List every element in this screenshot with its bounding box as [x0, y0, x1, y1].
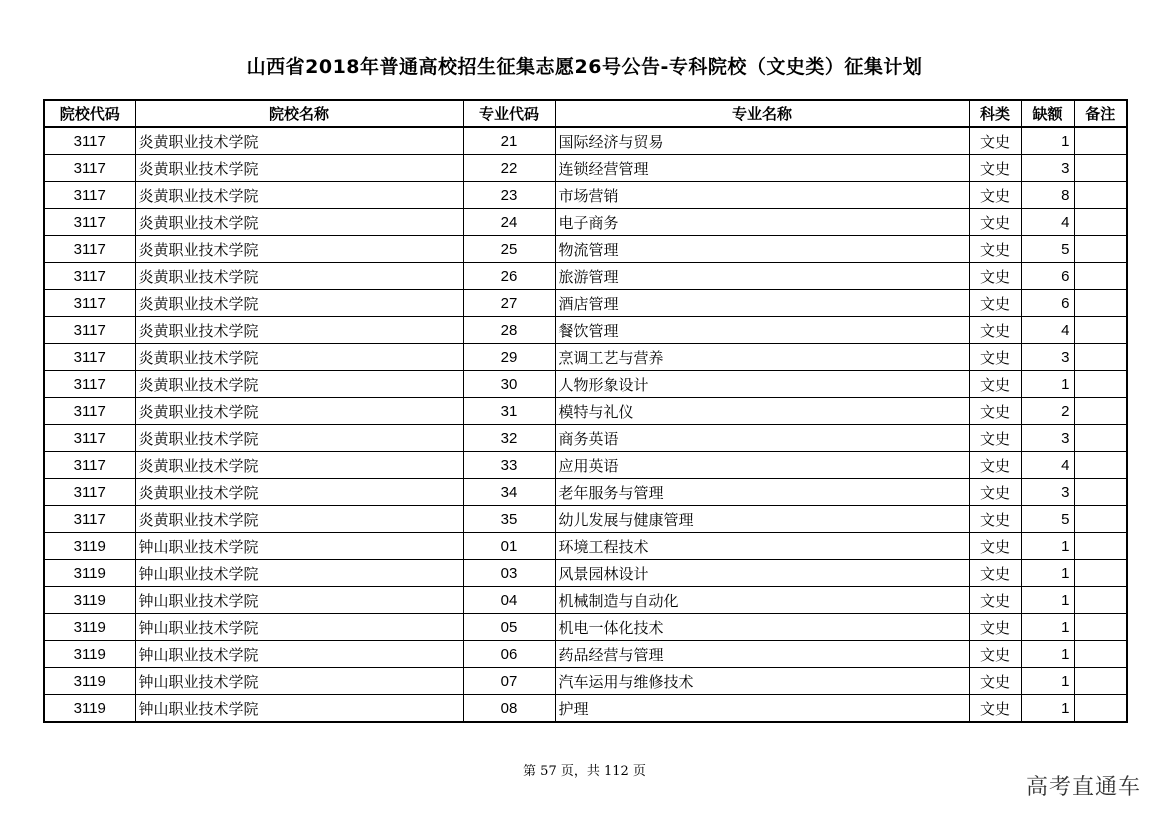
cell-major-code: 34: [463, 479, 555, 506]
cell-vacancy: 3: [1021, 155, 1074, 182]
cell-school-name: 钟山职业技术学院: [135, 668, 463, 695]
header-category: 科类: [969, 100, 1021, 127]
cell-school-code: 3117: [44, 209, 135, 236]
cell-school-code: 3119: [44, 641, 135, 668]
cell-school-name: 炎黄职业技术学院: [135, 371, 463, 398]
cell-note: [1074, 614, 1127, 641]
cell-vacancy: 5: [1021, 236, 1074, 263]
cell-category: 文史: [969, 641, 1021, 668]
cell-major-name: 老年服务与管理: [555, 479, 969, 506]
cell-major-code: 27: [463, 290, 555, 317]
header-major-name: 专业名称: [555, 100, 969, 127]
cell-category: 文史: [969, 479, 1021, 506]
cell-category: 文史: [969, 209, 1021, 236]
cell-school-code: 3117: [44, 506, 135, 533]
cell-school-code: 3117: [44, 371, 135, 398]
cell-vacancy: 1: [1021, 127, 1074, 155]
cell-note: [1074, 398, 1127, 425]
cell-school-name: 钟山职业技术学院: [135, 695, 463, 723]
cell-major-code: 07: [463, 668, 555, 695]
cell-vacancy: 2: [1021, 398, 1074, 425]
enrollment-plan-table: [43, 99, 1128, 723]
cell-major-code: 03: [463, 560, 555, 587]
table-row: [44, 560, 1127, 587]
table-row: [44, 290, 1127, 317]
cell-vacancy: 3: [1021, 425, 1074, 452]
header-vacancy: 缺额: [1021, 100, 1074, 127]
cell-vacancy: 3: [1021, 479, 1074, 506]
cell-major-name: 幼儿发展与健康管理: [555, 506, 969, 533]
cell-vacancy: 1: [1021, 587, 1074, 614]
cell-vacancy: 4: [1021, 452, 1074, 479]
cell-major-code: 25: [463, 236, 555, 263]
page-number: 第 57 页，共 112 页: [523, 764, 646, 779]
cell-major-code: 04: [463, 587, 555, 614]
cell-school-code: 3119: [44, 587, 135, 614]
cell-category: 文史: [969, 155, 1021, 182]
cell-school-name: 炎黄职业技术学院: [135, 209, 463, 236]
cell-school-code: 3117: [44, 182, 135, 209]
cell-major-name: 药品经营与管理: [555, 641, 969, 668]
cell-school-name: 炎黄职业技术学院: [135, 398, 463, 425]
cell-category: 文史: [969, 560, 1021, 587]
cell-note: [1074, 587, 1127, 614]
cell-major-name: 市场营销: [555, 182, 969, 209]
cell-school-name: 炎黄职业技术学院: [135, 344, 463, 371]
header-major-code: 专业代码: [463, 100, 555, 127]
page-title: 山西省2018年普通高校招生征集志愿26号公告-专科院校（文史类）征集计划: [246, 56, 923, 78]
cell-vacancy: 1: [1021, 533, 1074, 560]
table-row: [44, 533, 1127, 560]
cell-vacancy: 1: [1021, 695, 1074, 723]
cell-note: [1074, 344, 1127, 371]
cell-major-name: 模特与礼仪: [555, 398, 969, 425]
cell-vacancy: 1: [1021, 614, 1074, 641]
cell-major-code: 21: [463, 127, 555, 155]
cell-vacancy: 6: [1021, 263, 1074, 290]
cell-note: [1074, 155, 1127, 182]
cell-major-code: 32: [463, 425, 555, 452]
cell-category: 文史: [969, 587, 1021, 614]
cell-school-name: 炎黄职业技术学院: [135, 506, 463, 533]
cell-category: 文史: [969, 425, 1021, 452]
cell-school-name: 炎黄职业技术学院: [135, 317, 463, 344]
table-row: [44, 236, 1127, 263]
cell-major-name: 机电一体化技术: [555, 614, 969, 641]
cell-category: 文史: [969, 236, 1021, 263]
cell-major-code: 05: [463, 614, 555, 641]
table-row: [44, 263, 1127, 290]
cell-note: [1074, 506, 1127, 533]
cell-major-code: 26: [463, 263, 555, 290]
cell-major-code: 01: [463, 533, 555, 560]
cell-school-name: 炎黄职业技术学院: [135, 263, 463, 290]
cell-school-name: 炎黄职业技术学院: [135, 290, 463, 317]
table-row: [44, 587, 1127, 614]
cell-note: [1074, 560, 1127, 587]
cell-note: [1074, 236, 1127, 263]
header-school-code: 院校代码: [44, 100, 135, 127]
cell-vacancy: 1: [1021, 560, 1074, 587]
table-row: [44, 398, 1127, 425]
watermark-logo: 高考直通车: [1025, 775, 1141, 800]
cell-major-code: 28: [463, 317, 555, 344]
cell-school-code: 3117: [44, 398, 135, 425]
cell-school-name: 钟山职业技术学院: [135, 614, 463, 641]
cell-major-code: 06: [463, 641, 555, 668]
table-row: [44, 641, 1127, 668]
table-row: [44, 506, 1127, 533]
cell-category: 文史: [969, 398, 1021, 425]
cell-category: 文史: [969, 317, 1021, 344]
table-row: [44, 452, 1127, 479]
cell-note: [1074, 668, 1127, 695]
table-row: [44, 209, 1127, 236]
cell-note: [1074, 127, 1127, 155]
cell-category: 文史: [969, 695, 1021, 723]
cell-school-name: 炎黄职业技术学院: [135, 182, 463, 209]
cell-category: 文史: [969, 371, 1021, 398]
cell-school-code: 3117: [44, 452, 135, 479]
cell-school-code: 3117: [44, 344, 135, 371]
table-row: [44, 425, 1127, 452]
cell-note: [1074, 263, 1127, 290]
cell-school-name: 钟山职业技术学院: [135, 560, 463, 587]
cell-major-name: 连锁经营管理: [555, 155, 969, 182]
cell-note: [1074, 371, 1127, 398]
cell-school-code: 3119: [44, 533, 135, 560]
cell-school-name: 钟山职业技术学院: [135, 641, 463, 668]
table-row: [44, 155, 1127, 182]
cell-note: [1074, 479, 1127, 506]
cell-school-code: 3117: [44, 236, 135, 263]
cell-category: 文史: [969, 182, 1021, 209]
cell-school-name: 炎黄职业技术学院: [135, 236, 463, 263]
cell-category: 文史: [969, 290, 1021, 317]
cell-school-name: 钟山职业技术学院: [135, 587, 463, 614]
cell-major-code: 08: [463, 695, 555, 723]
cell-school-code: 3117: [44, 263, 135, 290]
cell-school-code: 3117: [44, 479, 135, 506]
cell-school-name: 钟山职业技术学院: [135, 533, 463, 560]
cell-major-code: 35: [463, 506, 555, 533]
cell-school-code: 3117: [44, 317, 135, 344]
table-row: [44, 344, 1127, 371]
table-row: [44, 182, 1127, 209]
cell-major-name: 餐饮管理: [555, 317, 969, 344]
cell-note: [1074, 533, 1127, 560]
cell-major-name: 护理: [555, 695, 969, 723]
table-row: [44, 317, 1127, 344]
cell-major-name: 风景园林设计: [555, 560, 969, 587]
cell-school-name: 炎黄职业技术学院: [135, 479, 463, 506]
cell-major-code: 22: [463, 155, 555, 182]
cell-school-name: 炎黄职业技术学院: [135, 155, 463, 182]
cell-vacancy: 6: [1021, 290, 1074, 317]
cell-vacancy: 5: [1021, 506, 1074, 533]
cell-note: [1074, 452, 1127, 479]
cell-school-name: 炎黄职业技术学院: [135, 127, 463, 155]
cell-category: 文史: [969, 614, 1021, 641]
cell-major-name: 机械制造与自动化: [555, 587, 969, 614]
cell-category: 文史: [969, 668, 1021, 695]
cell-school-code: 3117: [44, 155, 135, 182]
cell-note: [1074, 290, 1127, 317]
cell-note: [1074, 317, 1127, 344]
cell-major-name: 商务英语: [555, 425, 969, 452]
cell-school-code: 3119: [44, 560, 135, 587]
cell-major-code: 29: [463, 344, 555, 371]
cell-major-name: 旅游管理: [555, 263, 969, 290]
cell-school-code: 3117: [44, 290, 135, 317]
cell-major-name: 国际经济与贸易: [555, 127, 969, 155]
cell-major-name: 酒店管理: [555, 290, 969, 317]
cell-vacancy: 4: [1021, 209, 1074, 236]
header-note: 备注: [1074, 100, 1127, 127]
cell-major-code: 33: [463, 452, 555, 479]
cell-major-code: 24: [463, 209, 555, 236]
cell-major-code: 30: [463, 371, 555, 398]
cell-vacancy: 4: [1021, 317, 1074, 344]
cell-note: [1074, 695, 1127, 723]
cell-major-name: 汽车运用与维修技术: [555, 668, 969, 695]
cell-school-code: 3119: [44, 614, 135, 641]
cell-major-name: 人物形象设计: [555, 371, 969, 398]
cell-vacancy: 1: [1021, 371, 1074, 398]
cell-major-name: 环境工程技术: [555, 533, 969, 560]
cell-category: 文史: [969, 263, 1021, 290]
cell-note: [1074, 209, 1127, 236]
table-row: [44, 479, 1127, 506]
table-row: [44, 668, 1127, 695]
cell-note: [1074, 425, 1127, 452]
cell-major-name: 应用英语: [555, 452, 969, 479]
cell-vacancy: 1: [1021, 668, 1074, 695]
cell-major-name: 物流管理: [555, 236, 969, 263]
cell-vacancy: 3: [1021, 344, 1074, 371]
cell-note: [1074, 641, 1127, 668]
cell-category: 文史: [969, 452, 1021, 479]
table-row: [44, 614, 1127, 641]
cell-category: 文史: [969, 344, 1021, 371]
cell-major-code: 31: [463, 398, 555, 425]
table-row: [44, 371, 1127, 398]
cell-school-code: 3119: [44, 668, 135, 695]
cell-category: 文史: [969, 127, 1021, 155]
cell-major-name: 电子商务: [555, 209, 969, 236]
cell-school-code: 3117: [44, 127, 135, 155]
cell-category: 文史: [969, 533, 1021, 560]
table-body: [44, 127, 1127, 722]
cell-category: 文史: [969, 506, 1021, 533]
cell-school-code: 3117: [44, 425, 135, 452]
table-row: [44, 127, 1127, 155]
header-school-name: 院校名称: [135, 100, 463, 127]
cell-note: [1074, 182, 1127, 209]
cell-major-name: 烹调工艺与营养: [555, 344, 969, 371]
cell-major-code: 23: [463, 182, 555, 209]
cell-vacancy: 1: [1021, 641, 1074, 668]
table-header-row: [44, 100, 1127, 127]
cell-vacancy: 8: [1021, 182, 1074, 209]
cell-school-name: 炎黄职业技术学院: [135, 452, 463, 479]
table-row: [44, 695, 1127, 723]
cell-school-code: 3119: [44, 695, 135, 723]
cell-school-name: 炎黄职业技术学院: [135, 425, 463, 452]
